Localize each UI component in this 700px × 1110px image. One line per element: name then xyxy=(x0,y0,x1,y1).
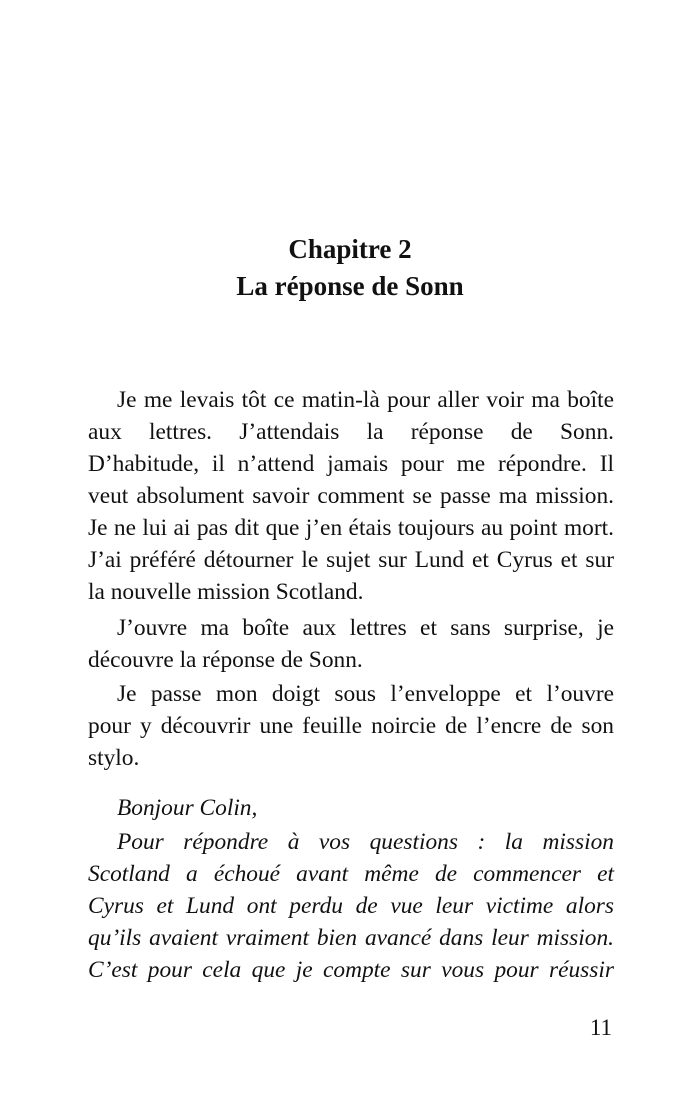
letter-line: qu’ils avaient vraiment bien avancé dans leur mission. xyxy=(88,925,614,951)
body-line: découvre la réponse de Sonn. xyxy=(88,647,363,673)
letter-line: Pour répondre à vos questions : la mission xyxy=(117,829,614,855)
page-number: 11 xyxy=(589,1015,612,1040)
chapter-number: Chapitre 2 xyxy=(288,234,412,264)
letter-line: Cyrus et Lund ont perdu de vue leur victime alors xyxy=(88,893,614,919)
body-line: Je passe mon doigt sous l’enveloppe et l’ouvre xyxy=(117,681,614,707)
body-line: la nouvelle mission Scotland. xyxy=(88,579,364,605)
chapter-title: La réponse de Sonn xyxy=(236,271,464,301)
body-line: veut absolument savoir comment se passe ma mission. xyxy=(88,483,614,509)
body-line: D’habitude, il n’attend jamais pour me répondre. Il xyxy=(88,451,614,477)
letter-line: Scotland a échoué avant même de commencer et xyxy=(88,861,614,887)
body-line: J’ouvre ma boîte aux lettres et sans surprise, je xyxy=(117,615,614,641)
body-line: J’ai préféré détourner le sujet sur Lund et Cyrus et sur xyxy=(88,547,614,573)
body-line: aux lettres. J’attendais la réponse de Sonn. xyxy=(88,419,614,445)
letter-line: C’est pour cela que je compte sur vous pour réussir xyxy=(88,957,614,983)
body-line: stylo. xyxy=(88,745,140,771)
body-line: pour y découvrir une feuille noircie de l’encre de son xyxy=(88,713,614,739)
body-line: Je ne lui ai pas dit que j’en étais toujours au point mort. xyxy=(88,515,614,541)
body-line: Je me levais tôt ce matin-là pour aller voir ma boîte xyxy=(117,387,614,413)
letter-line: Bonjour Colin, xyxy=(117,795,258,821)
